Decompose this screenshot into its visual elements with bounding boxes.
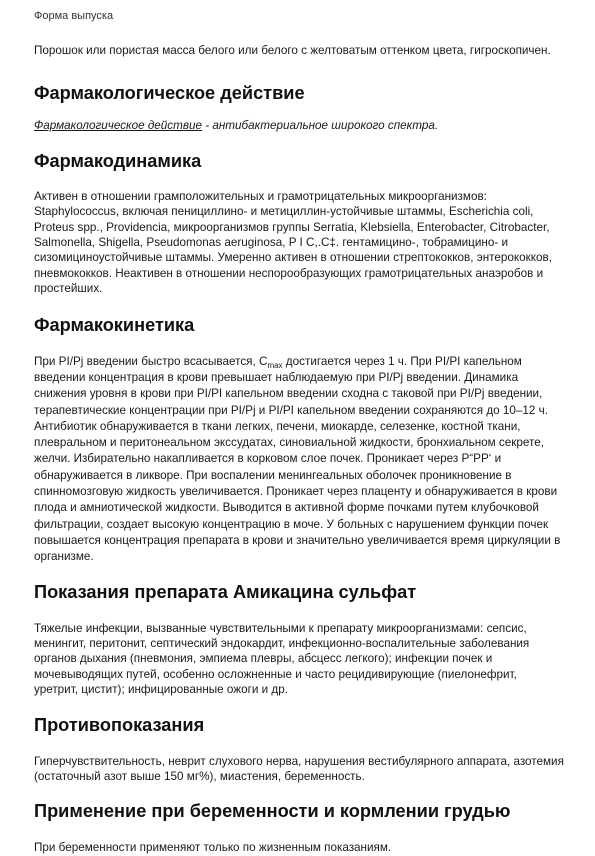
cmax-subscript: max — [267, 360, 283, 370]
pharmacodynamics-paragraph: Активен в отношении грамположительных и грамотрицательных микроорганизмов: Staphylococcus, включая пенициллино- и метициллин-устойчивые штаммы, Escherichia coli, Proteus spp., Providencia, микроорганизмов группы Serratia, Klebsiella, Enterobacter, Citrobacter, Salmonella, Shigella, Pseudomonas aeruginosa, P I C,.C‡. гентамицино-, тобрамицино- и сизомициноустойчивые штаммы. Умеренно активен в отношении стрептококков, энтерококков, пневмококков. Неактивен в отношении неспорообразующих грамотрицательных анаэробов и простейших. — [34, 189, 552, 296]
pharmacokinetics-heading: Фармакокинетика — [34, 314, 195, 335]
pregnancy-heading: Применение при беременности и кормлении грудью — [34, 801, 511, 822]
form-description-paragraph: Порошок или пористая масса белого или белого с желтоватым оттенком цвета, гигроскопичен. — [34, 44, 551, 57]
contraindications-paragraph: Гиперчувствительность, неврит слухового нерва, нарушения вестибулярного аппарата, азотемия (остаточный азот выше 150 мг%), миастения, беременность. — [34, 754, 564, 783]
pharmacodynamics-heading: Фармакодинамика — [34, 150, 202, 171]
pharmacokinetics-paragraph — [34, 354, 564, 566]
pharmacokinetics-text-rest: достигается через 1 ч. При PI/PI капельном введении концентрация в крови превышает наблюдаемую при PI/Pj введении. Динамика снижения уровня в крови при PI/PI капельном введении сходна с таковой при PI/Pj введении, терапевтические концентрации при PI/Pj и PI/PI капельном введении сохраняются до 10–12 ч. Антибиотик обнаруживается в ткани легких, печени, миокарде, селезенке, костной ткани, плевральном и перитонеальном экссудатах, синовиальной жидкости, бронхиальном секрете, желчи. Избирательно накапливается в корковом слое почек. Проникает через P“PP‘ и обнаруживается в ликворе. При воспалении менингеальных оболочек проникновение в спинномозговую жидкость увеличивается. Проникает через плаценту и обнаруживается в крови плода и амниотической жидкости. Выводится в активной форме почками путем клубочковой фильтрации, создает высокую концентрацию в моче. У больных с нарушением функции почек повышается концентрация препарата в крови и значительно увеличивается время циркуляции в организме. — [34, 354, 561, 564]
pharmacological-action-link[interactable]: Фармакологическое действие — [34, 119, 202, 133]
pharmacological-action-text: - антибактериальное широкого спектра. — [201, 119, 439, 133]
pharmacological-action-paragraph — [34, 118, 564, 133]
pregnancy-paragraph: При беременности применяют только по жизненным показаниям. — [34, 841, 392, 855]
indications-paragraph: Тяжелые инфекции, вызванные чувствительными к препарату микроорганизмами: сепсис, менингит, перитонит, септический эндокардит, инфекционно-воспалительные заболевания органов дыхания (пневмония, эмпиема плевры, абсцесс легкого); инфекции почек и мочевыводящих путей, особенно осложненные и часто рецидивирующие (пиелонефрит, уретрит, цистит); инфицированные ожоги и др. — [34, 621, 530, 697]
pharmacokinetics-text-start: При PI/Pj введении быстро всасывается, C — [34, 354, 268, 368]
indications-heading: Показания препарата Амикацина сульфат — [34, 581, 417, 602]
contraindications-heading: Противопоказания — [34, 714, 205, 735]
cutoff-heading-text: Форма выпуска — [34, 10, 114, 22]
document-content — [34, 43, 564, 856]
cutoff-previous-heading — [34, 10, 114, 22]
pharmacological-action-heading: Фармакологическое действие — [34, 83, 305, 104]
